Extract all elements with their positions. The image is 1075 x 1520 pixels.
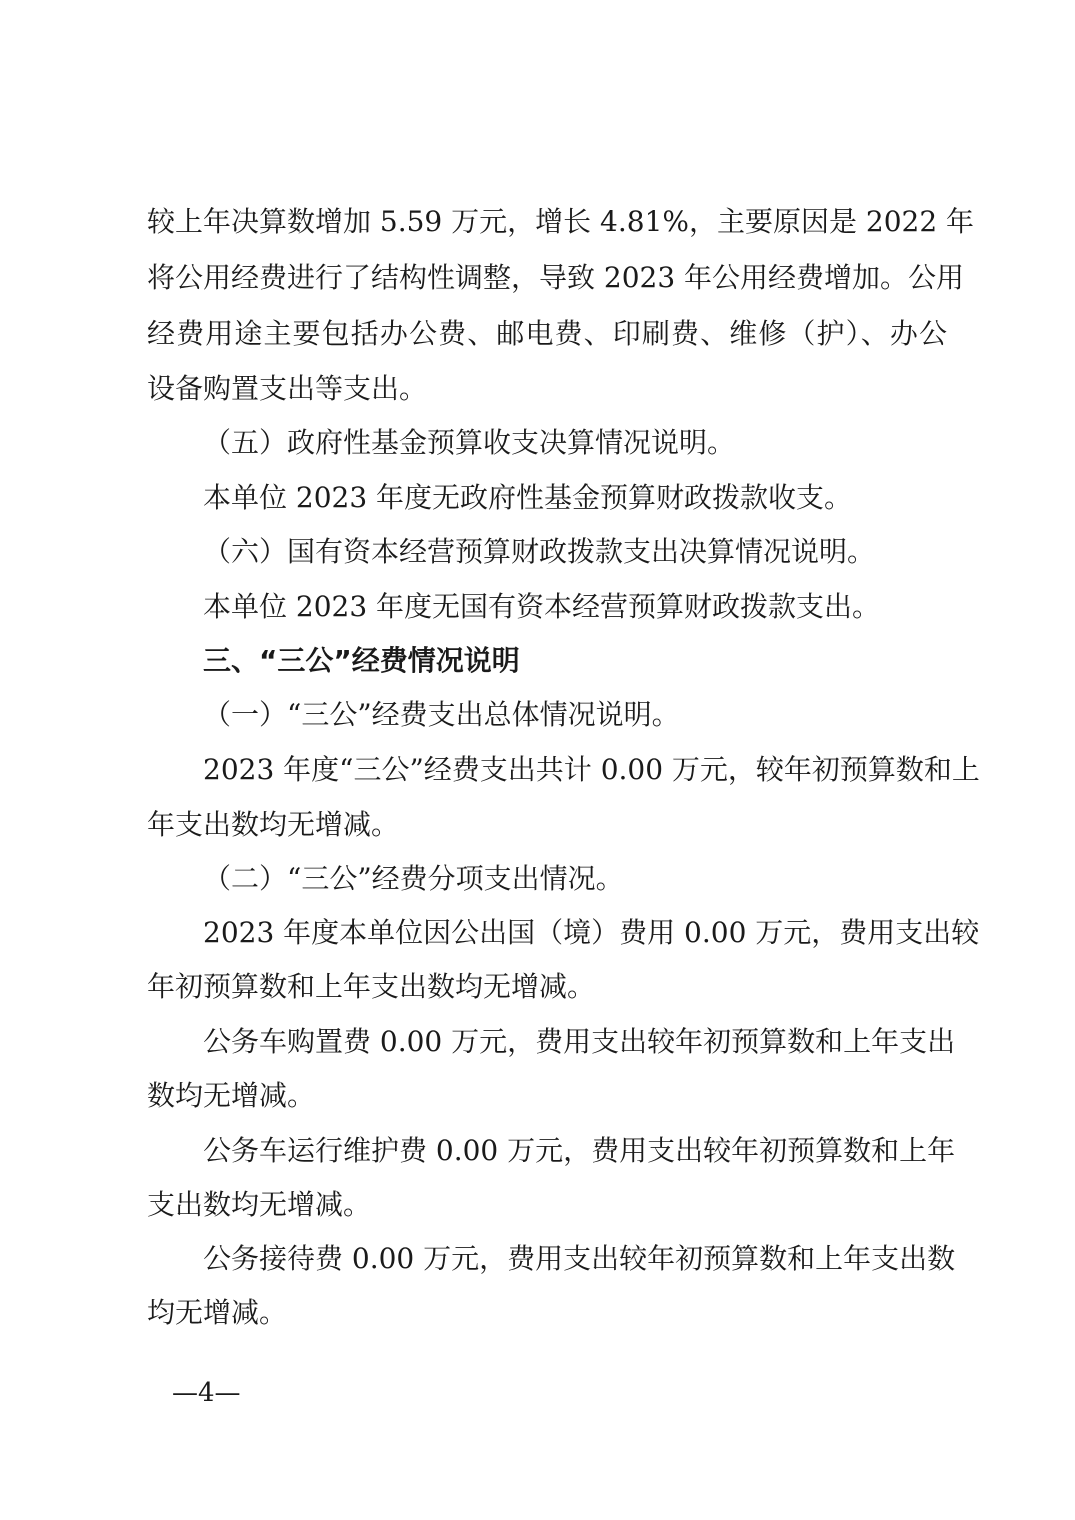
paragraph-line: 本单位 2023 年度无国有资本经营预算财政拨款支出。 — [203, 590, 881, 623]
paragraph-line: 较上年决算数增加 5.59 万元，增长 4.81%，主要原因是 2022 年 — [147, 205, 975, 238]
paragraph-line: 年初预算数和上年支出数均无增减。 — [147, 970, 596, 1003]
page-number: —4— — [172, 1378, 241, 1408]
paragraph-line: 将公用经费进行了结构性调整，导致 2023 年公用经费增加。公用 — [147, 261, 965, 294]
paragraph-line: 公务车运行维护费 0.00 万元，费用支出较年初预算数和上年 — [203, 1134, 956, 1167]
paragraph-line: 数均无增减。 — [147, 1079, 316, 1112]
paragraph-line: 经费用途主要包括办公费、邮电费、印刷费、维修（护）、办公 — [147, 317, 947, 350]
paragraph-line: 2023 年度本单位因公出国（境）费用 0.00 万元，费用支出较 — [203, 916, 980, 949]
subsection-heading-1: （一）“三公”经费支出总体情况说明。 — [203, 698, 680, 731]
section-heading-5: （五）政府性基金预算收支决算情况说明。 — [203, 426, 736, 459]
chapter-heading-three: 三、“三公”经费情况说明 — [203, 644, 520, 677]
paragraph-line: 年支出数均无增减。 — [147, 808, 400, 841]
paragraph-line: 公务接待费 0.00 万元，费用支出较年初预算数和上年支出数 — [203, 1242, 956, 1275]
section-heading-6: （六）国有资本经营预算财政拨款支出决算情况说明。 — [203, 535, 876, 568]
paragraph-line: 均无增减。 — [147, 1296, 288, 1329]
paragraph-line: 2023 年度“三公”经费支出共计 0.00 万元，较年初预算数和上 — [203, 753, 980, 786]
subsection-heading-2: （二）“三公”经费分项支出情况。 — [203, 862, 624, 895]
paragraph-line: 支出数均无增减。 — [147, 1188, 372, 1221]
paragraph-line: 本单位 2023 年度无政府性基金预算财政拨款收支。 — [203, 481, 853, 514]
paragraph-line: 公务车购置费 0.00 万元，费用支出较年初预算数和上年支出 — [203, 1025, 956, 1058]
paragraph-line: 设备购置支出等支出。 — [147, 372, 428, 405]
